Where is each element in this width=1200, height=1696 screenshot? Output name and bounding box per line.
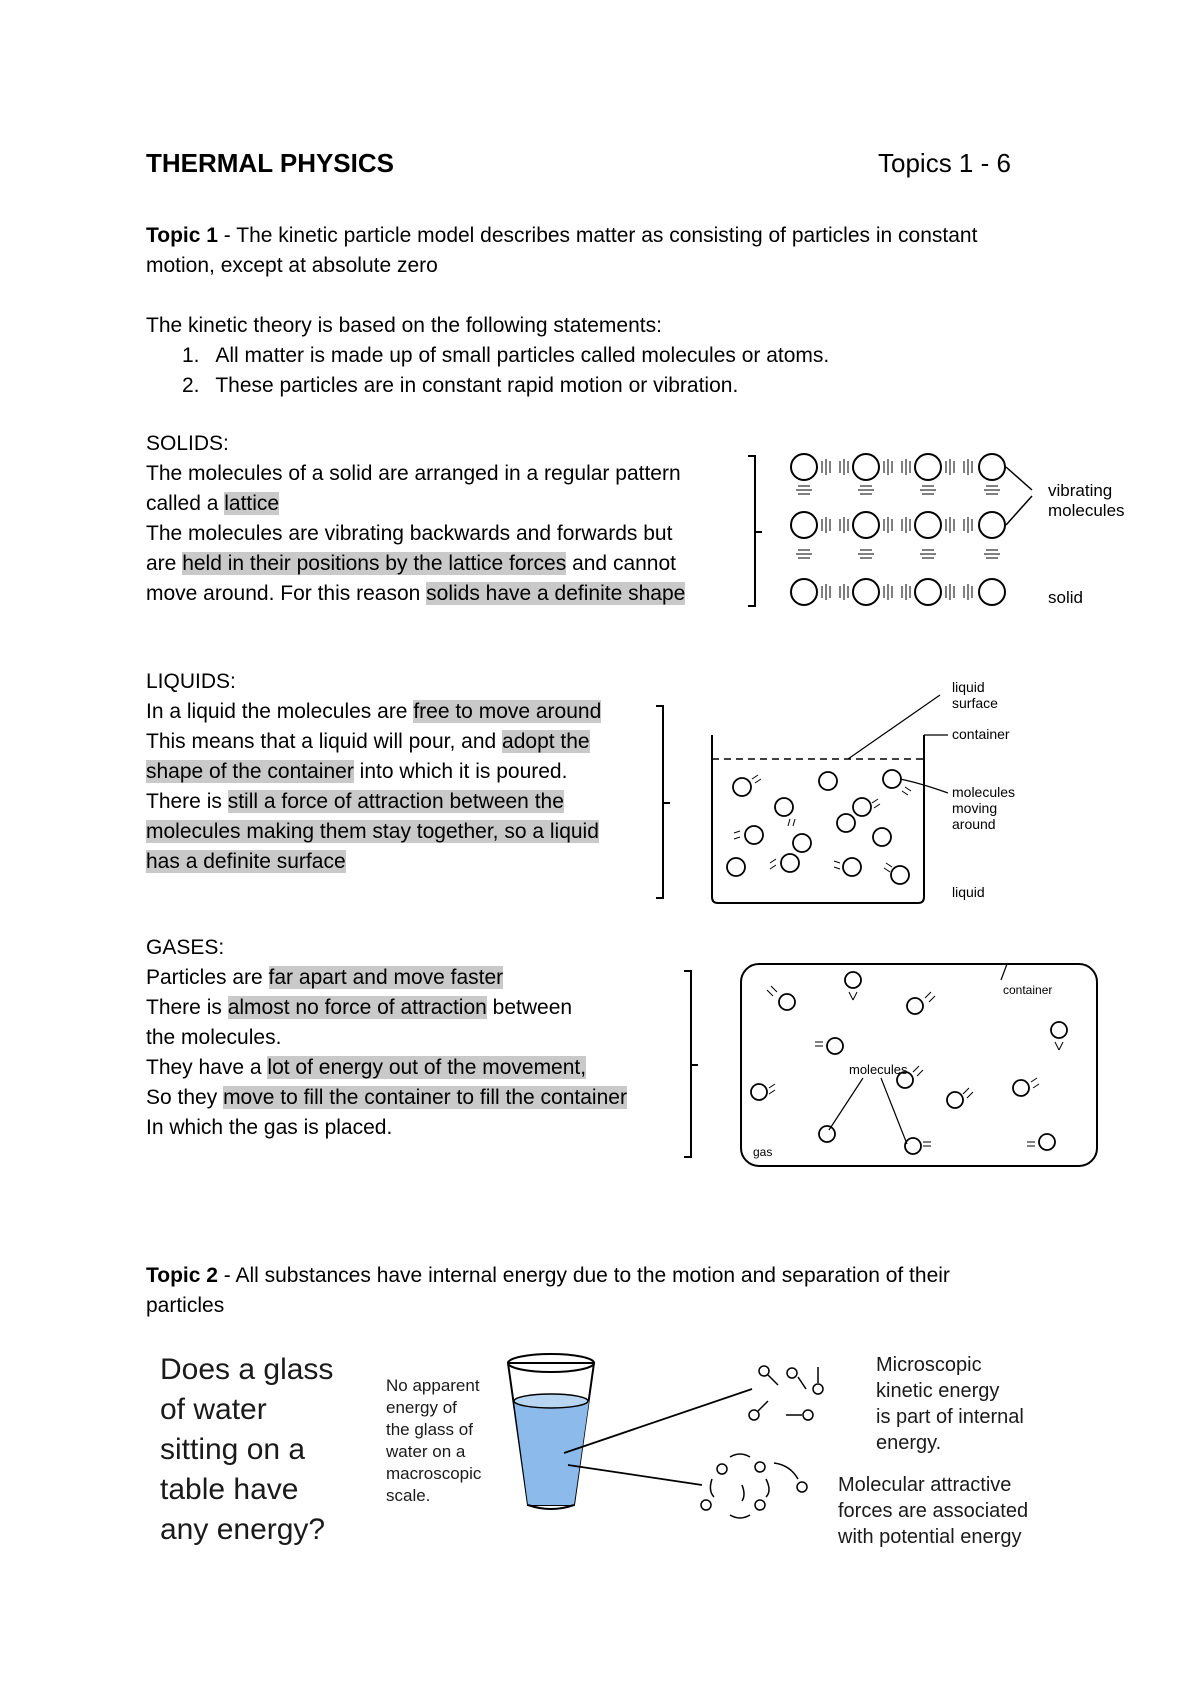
potential-line: Molecular attractive — [838, 1474, 1012, 1496]
figure-label: vibrating — [1048, 481, 1113, 500]
figure-caption: solid — [1048, 588, 1083, 607]
topics-range: Topics 1 - 6 — [878, 148, 1011, 178]
vibration-marks — [796, 459, 1000, 600]
question-line: of water — [160, 1393, 267, 1426]
figure-caption: liquid — [952, 884, 985, 900]
solids-line: The molecules are vibrating backwards and forwards but — [146, 522, 673, 545]
note-line: the glass of — [386, 1420, 473, 1439]
liquids-line — [146, 697, 601, 727]
text: between — [486, 996, 573, 1019]
gases-line: the molecules. — [146, 1026, 282, 1049]
note-line: macroscopic — [386, 1464, 482, 1483]
pointer-lines — [848, 695, 948, 793]
question-line: Does a glass — [160, 1353, 334, 1386]
topic1-line1 — [146, 221, 977, 251]
figure-label: molecules — [849, 1062, 908, 1077]
solids-line — [146, 579, 685, 609]
highlight: lot of energy out of the movement, — [267, 1056, 587, 1079]
liquid-molecules — [727, 770, 909, 884]
topic2-label: Topic 2 — [146, 1264, 218, 1287]
pointer-lines — [564, 1389, 752, 1485]
glass-of-water-figure — [146, 1345, 1066, 1565]
question-line: sitting on a — [160, 1433, 306, 1466]
highlight: molecules making them stay together, so a liquid — [146, 820, 599, 843]
topic1-label: Topic 1 — [146, 224, 218, 247]
gases-heading: GASES: — [146, 936, 225, 959]
highlight: adopt the — [502, 730, 590, 753]
liquids-line — [146, 727, 590, 757]
kinetic-line: kinetic energy — [876, 1380, 1000, 1402]
potential-line: forces are associated — [838, 1500, 1029, 1522]
topic2-line2: particles — [146, 1294, 225, 1317]
figure-label: around — [952, 816, 996, 832]
text: called a — [146, 492, 225, 515]
question-line: table have — [160, 1473, 299, 1506]
figure-caption: gas — [753, 1145, 773, 1159]
text: and cannot — [566, 552, 676, 575]
pointer-lines — [829, 964, 1007, 1144]
highlight: far apart and move faster — [268, 966, 504, 989]
figure-label: surface — [952, 695, 998, 711]
note-line: No apparent — [386, 1376, 480, 1395]
potential-text — [837, 1474, 1028, 1548]
text: In a liquid the molecules are — [146, 700, 414, 723]
highlight: has a definite surface — [146, 850, 346, 873]
liquid-container-figure — [700, 675, 1060, 915]
list-item — [182, 371, 738, 401]
liquids-line — [146, 847, 346, 877]
liquids-line — [146, 757, 567, 787]
text: There is — [146, 790, 228, 813]
text: are — [146, 552, 183, 575]
kinetic-text — [876, 1354, 1024, 1454]
liquids-line — [146, 787, 564, 817]
text: So they — [146, 1086, 224, 1109]
list-text: All matter is made up of small particles called molecules or atoms. — [215, 344, 830, 367]
text: They have a — [146, 1056, 268, 1079]
kinetic-line: energy. — [876, 1432, 942, 1454]
bracket — [684, 970, 692, 1158]
figure-label: container — [1003, 983, 1053, 997]
note-text — [385, 1376, 482, 1505]
topic1-statement: - The kinetic particle model describes matter as consisting of particles in constant — [217, 224, 978, 247]
figure-label: molecules — [952, 784, 1016, 800]
figure-label: moving — [952, 800, 998, 816]
figure-label: container — [952, 726, 1010, 742]
solids-line — [146, 549, 676, 579]
water-surface — [514, 1394, 588, 1408]
figure-label: molecules — [1048, 501, 1125, 520]
gases-line: In which the gas is placed. — [146, 1116, 393, 1139]
motion-trails — [767, 986, 1063, 1146]
gases-line — [146, 1053, 586, 1083]
kinetic-molecules — [749, 1366, 823, 1420]
note-line: energy of — [386, 1398, 457, 1417]
topic2-statement: - All substances have internal energy due to the motion and separation of their — [217, 1264, 950, 1287]
highlight: almost no force of attraction — [227, 996, 487, 1019]
bracket — [656, 705, 664, 899]
gases-line — [146, 993, 572, 1023]
topic2-line1 — [146, 1261, 950, 1291]
pointer-lines — [1006, 467, 1032, 525]
highlight: held in their positions by the lattice forces — [182, 552, 567, 575]
solids-heading: SOLIDS: — [146, 432, 229, 455]
text: into which it is poured. — [353, 760, 568, 783]
gas-container-figure — [735, 960, 1105, 1170]
list-item — [182, 341, 829, 371]
page-title: THERMAL PHYSICS — [146, 148, 394, 178]
potential-molecules — [701, 1454, 807, 1518]
motion-trails — [734, 775, 911, 872]
highlight: free to move around — [413, 700, 602, 723]
text: There is — [146, 996, 228, 1019]
highlight: shape of the container — [146, 760, 354, 783]
highlight: still a force of attraction between the — [227, 790, 564, 813]
text: This means that a liquid will pour, and — [146, 730, 503, 753]
kinetic-intro: The kinetic theory is based on the following statements: — [146, 314, 662, 337]
highlight: solids have a definite shape — [426, 582, 686, 605]
question-text — [160, 1353, 333, 1546]
topic1-line2: motion, except at absolute zero — [146, 254, 438, 277]
potential-line: with potential energy — [838, 1526, 1022, 1548]
lattice-molecules — [791, 454, 1005, 605]
gas-molecules — [751, 972, 1067, 1154]
gases-line — [146, 1083, 627, 1113]
text: move around. For this reason — [146, 582, 427, 605]
highlight: move to fill the container to fill the container — [223, 1086, 627, 1109]
solids-line: The molecules of a solid are arranged in a regular pattern — [146, 462, 681, 485]
note-line: water on a — [386, 1442, 466, 1461]
bracket — [748, 455, 756, 607]
question-line: any energy? — [160, 1513, 326, 1546]
highlight: lattice — [224, 492, 280, 515]
note-line: scale. — [386, 1486, 431, 1505]
gases-line — [146, 963, 503, 993]
list-number: 2. — [182, 374, 200, 397]
kinetic-line: Microscopic — [876, 1354, 982, 1376]
list-number: 1. — [182, 344, 200, 367]
figure-label: liquid — [952, 679, 985, 695]
solids-line — [146, 489, 279, 519]
liquids-heading: LIQUIDS: — [146, 670, 236, 693]
solid-lattice-figure — [770, 440, 1150, 620]
liquids-line — [146, 817, 599, 847]
kinetic-line: is part of internal — [876, 1406, 1024, 1428]
text: Particles are — [146, 966, 269, 989]
list-text: These particles are in constant rapid motion or vibration. — [215, 374, 739, 397]
